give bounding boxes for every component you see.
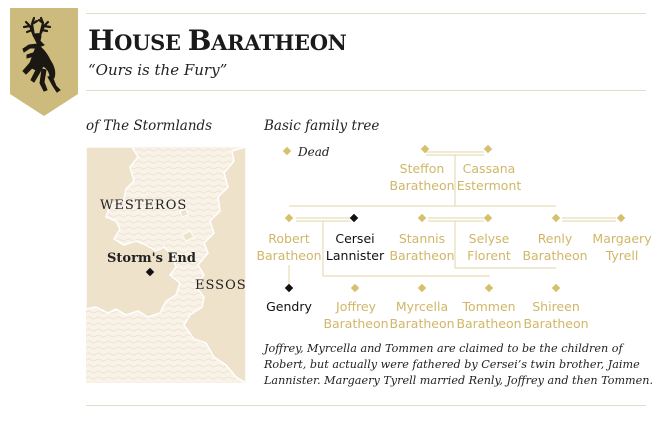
member-myrcella: Myrcella Baratheon <box>389 299 455 331</box>
map-label-westeros: WESTEROS <box>100 198 188 213</box>
member-selyse: Selyse Florent <box>467 231 511 263</box>
page-title: HOUSE BARATHEON <box>88 24 347 57</box>
family-tree-footnote: Joffrey, Myrcella and Tommen are claimed to be the children of Robert, but actually were fathered by Cersei’s twin brother, Jaime Lannister. Margaery Tyrell married Renly, Joffrey and then Tommen. <box>264 342 654 387</box>
member-gendry: Gendry <box>266 299 312 314</box>
house-motto: “Ours is the Fury” <box>88 61 228 79</box>
member-stannis: Stannis Baratheon <box>389 231 455 263</box>
map-label-storms-end: Storm's End <box>107 251 196 266</box>
map-label-essos: ESSOS <box>195 278 247 293</box>
member-joffrey: Joffrey Baratheon <box>323 299 389 331</box>
member-cassana: Cassana Estermont <box>456 161 522 193</box>
member-robert: Robert Baratheon <box>256 231 322 263</box>
member-cersei: Cersei Lannister <box>325 231 385 263</box>
region-heading: of The Stormlands <box>86 118 213 134</box>
family-tree-heading: Basic family tree <box>264 118 380 134</box>
member-steffon: Steffon Baratheon <box>389 161 455 193</box>
member-shireen: Shireen Baratheon <box>523 299 589 331</box>
legend-dead-label: Dead <box>298 145 330 159</box>
member-margaery: Margaery Tyrell <box>592 231 652 263</box>
member-renly: Renly Baratheon <box>522 231 588 263</box>
member-tommen: Tommen Baratheon <box>456 299 522 331</box>
